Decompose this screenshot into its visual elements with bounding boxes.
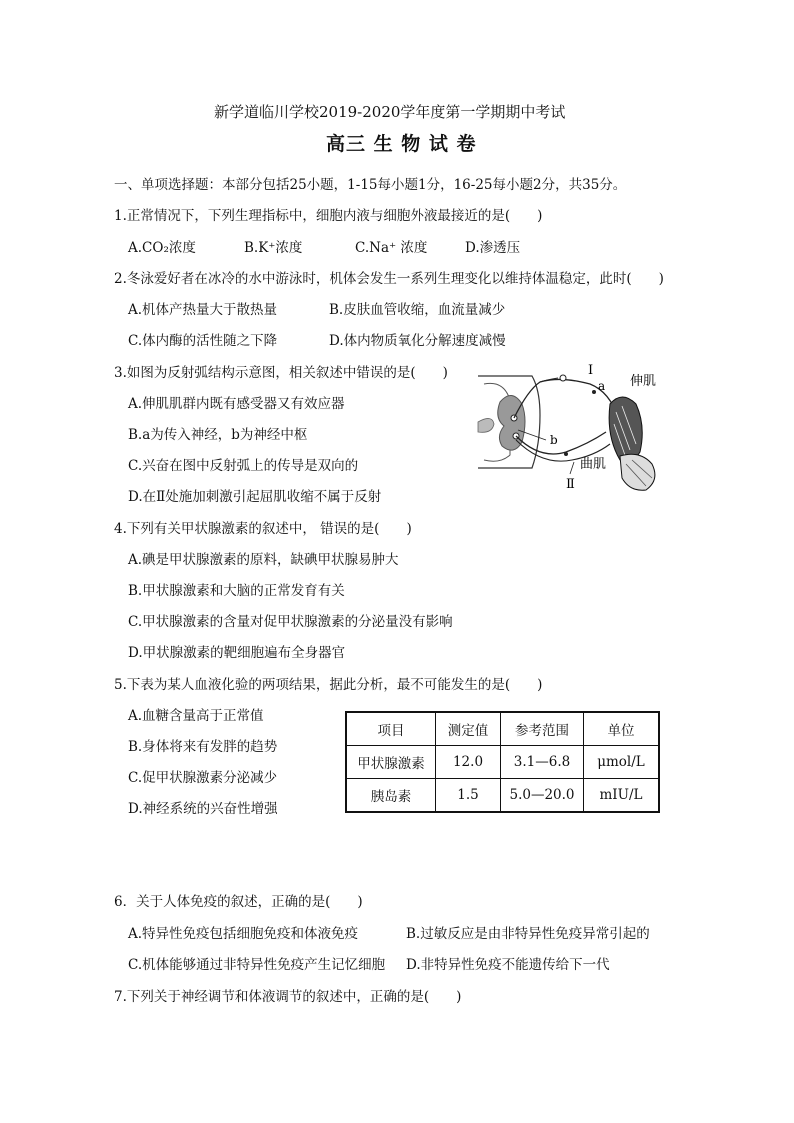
label-flexor: 曲肌 — [580, 457, 607, 472]
table-header-cell: 测定值 — [436, 712, 501, 746]
reflex-arc-figure — [470, 360, 680, 495]
q3-option-a: A.伸肌肌群内既有感受器又有效应器 — [128, 396, 345, 412]
q2-option-b: B.皮肤血管收缩，血流量减少 — [329, 302, 506, 318]
table-cell: 12.0 — [436, 746, 501, 779]
table-header-cell: 参考范围 — [501, 712, 584, 746]
table-header-cell: 单位 — [584, 712, 660, 746]
q6-option-d: D.非特异性免疫不能遗传给下一代 — [406, 957, 610, 973]
question-3-stem: 3.如图为反射弧结构示意图，相关叙述中错误的是( ) — [114, 365, 448, 381]
section-heading: 一、单项选择题：本部分包括25小题，1-15每小题1分，16-25每小题2分，共35分。 — [114, 177, 627, 193]
q4-option-d: D.甲状腺激素的靶细胞遍布全身器官 — [128, 645, 346, 661]
q1-option-a: A.CO₂浓度 — [128, 240, 196, 256]
question-5-stem: 5.下表为某人血液化验的两项结果，据此分析，最不可能发生的是( ) — [114, 677, 543, 693]
q6-option-b: B.过敏反应是由非特异性免疫异常引起的 — [406, 926, 650, 942]
label-b: b — [550, 433, 558, 447]
q5-option-c: C.促甲状腺激素分泌减少 — [128, 770, 278, 786]
table-cell: 胰岛素 — [346, 779, 436, 813]
q1-option-b: B.K⁺浓度 — [244, 240, 303, 256]
table-header-cell: 项目 — [346, 712, 436, 746]
table-row — [346, 746, 659, 779]
extensor-muscle — [609, 397, 642, 463]
flexor-muscle — [620, 454, 655, 490]
q2-option-d: D.体内物质氧化分解速度减慢 — [329, 333, 506, 349]
school-exam-line: 新学道临川学校2019-2020学年度第一学期期中考试 — [214, 103, 566, 121]
q1-option-c: C.Na⁺ 浓度 — [355, 240, 428, 256]
q4-option-b: B.甲状腺激素和大脑的正常发育有关 — [128, 583, 345, 599]
label-extensor: 伸肌 — [630, 374, 657, 389]
q5-option-b: B.身体将来有发胖的趋势 — [128, 739, 278, 755]
table-cell: mIU/L — [584, 779, 660, 813]
table-cell: 5.0—20.0 — [501, 779, 584, 813]
table-row — [346, 779, 659, 813]
q3-option-b: B.a为传入神经，b为神经中枢 — [128, 427, 308, 443]
q5-option-a: A.血糖含量高于正常值 — [128, 708, 264, 724]
table-cell: 1.5 — [436, 779, 501, 813]
question-6-stem: 6．关于人体免疫的叙述，正确的是( ) — [114, 894, 363, 910]
q2-option-c: C.体内酶的活性随之下降 — [128, 333, 278, 349]
question-7-stem: 7.下列关于神经调节和体液调节的叙述中，正确的是( ) — [114, 989, 462, 1005]
gray-matter — [498, 395, 525, 450]
table-cell: 3.1—6.8 — [501, 746, 584, 779]
q6-option-a: A.特异性免疫包括细胞免疫和体液免疫 — [128, 926, 359, 942]
q6-option-c: C.机体能够通过非特异性免疫产生记忆细胞 — [128, 957, 386, 973]
question-1-stem: 1.正常情况下，下列生理指标中，细胞内液与细胞外液最接近的是( ) — [114, 208, 543, 224]
table-cell: μmol/L — [584, 746, 660, 779]
question-2-stem: 2.冬泳爱好者在冰冷的水中游泳时，机体会发生一系列生理变化以维持体温稳定，此时( ) — [114, 271, 664, 287]
question-4-stem: 4.下列有关甲状腺激素的叙述中， 错误的是( ) — [114, 521, 412, 537]
q3-option-d: D.在Ⅱ处施加刺激引起屈肌收缩不属于反射 — [128, 489, 382, 505]
q2-option-a: A.机体产热量大于散热量 — [128, 302, 278, 318]
q4-option-c: C.甲状腺激素的含量对促甲状腺激素的分泌量没有影响 — [128, 614, 453, 630]
label-roman-1: Ⅰ — [588, 363, 594, 378]
label-a: a — [598, 379, 606, 393]
q5-option-d: D.神经系统的兴奋性增强 — [128, 801, 278, 817]
table-header-row — [346, 712, 659, 746]
q1-option-d: D.渗透压 — [465, 240, 521, 256]
table-cell: 甲状腺激素 — [346, 746, 436, 779]
label-roman-2: Ⅱ — [566, 477, 575, 492]
q4-option-a: A.碘是甲状腺激素的原料，缺碘甲状腺易肿大 — [128, 552, 399, 568]
q3-option-c: C.兴奋在图中反射弧上的传导是双向的 — [128, 458, 359, 474]
blood-test-table — [345, 711, 660, 813]
exam-title: 高三 生 物 试 卷 — [326, 133, 477, 155]
